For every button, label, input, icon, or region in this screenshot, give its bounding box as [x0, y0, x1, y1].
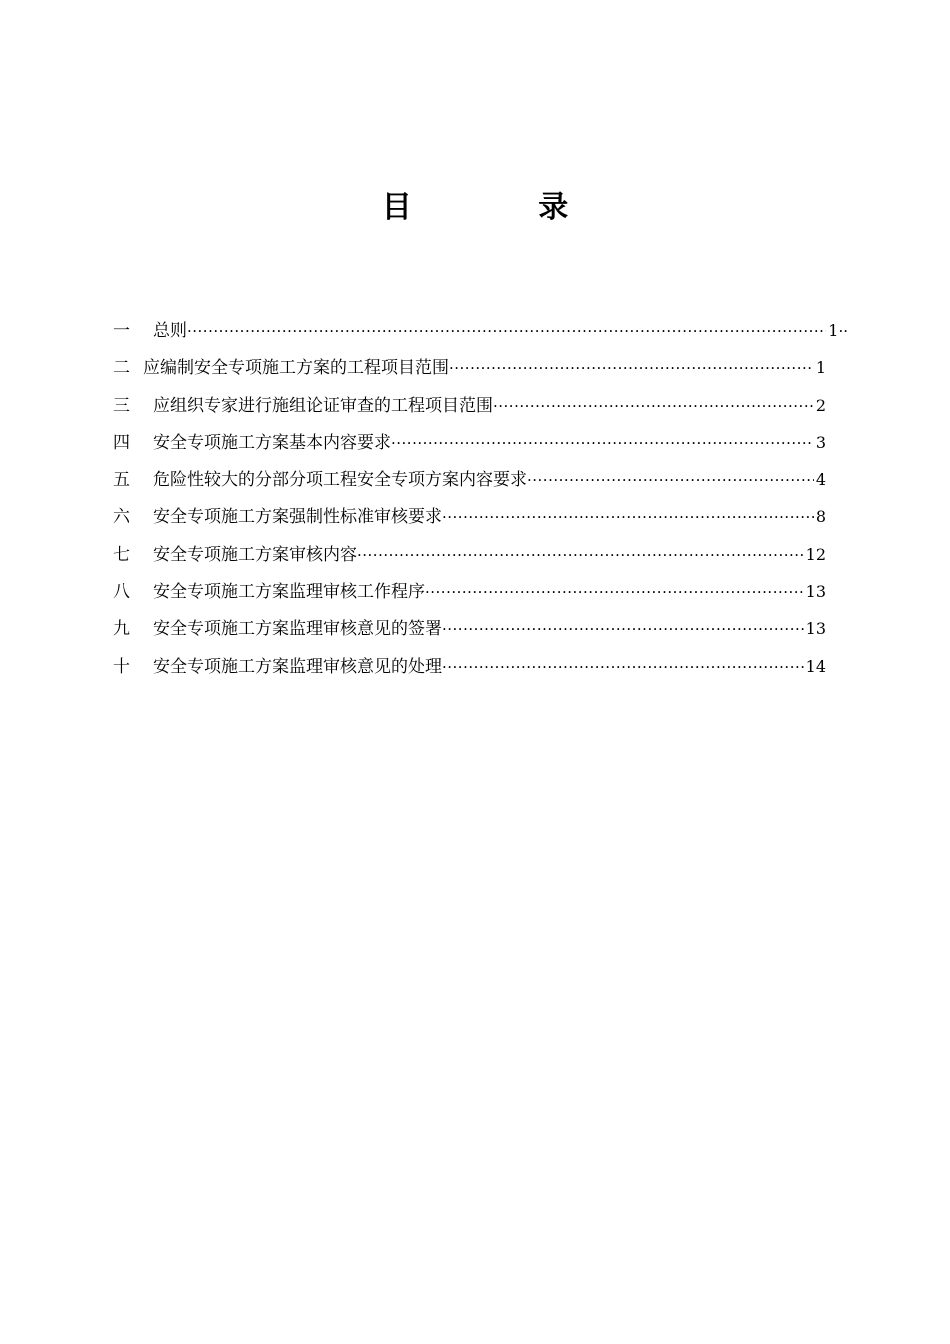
table-of-contents: [113, 316, 848, 689]
toc-entry-2[interactable]: [113, 353, 848, 390]
toc-entry-page: 1: [815, 358, 826, 378]
toc-entry-7[interactable]: [113, 540, 848, 577]
toc-entry-page: 13: [805, 619, 826, 639]
toc-entry-3[interactable]: [113, 391, 848, 428]
toc-dot-leader: [449, 353, 814, 383]
toc-dot-leader: [493, 391, 814, 421]
toc-entry-4[interactable]: [113, 428, 848, 465]
toc-entry-1[interactable]: [113, 316, 848, 353]
toc-dot-leader: [442, 652, 804, 682]
toc-dot-leader: [391, 428, 814, 458]
toc-dot-leader: [442, 502, 814, 532]
toc-entry-number: 十: [113, 656, 130, 677]
toc-dot-leader: [442, 614, 804, 644]
toc-entry-number: 一: [113, 321, 130, 341]
toc-dot-leader: [187, 316, 826, 346]
toc-entry-page: 12: [805, 544, 826, 564]
toc-entry-page: 1: [828, 321, 839, 340]
toc-entry-text: 安全专项施工方案审核内容: [153, 544, 357, 565]
toc-entry-text: 应编制安全专项施工方案的工程项目范围: [143, 358, 449, 379]
toc-entry-number: 六: [113, 507, 130, 528]
toc-entry-text: 总则: [153, 321, 187, 341]
toc-entry-text: 安全专项施工方案监理审核意见的签署: [153, 619, 442, 640]
toc-dot-leader: [425, 577, 804, 607]
toc-entry-9[interactable]: [113, 614, 848, 651]
toc-entry-page: 3: [815, 432, 826, 452]
toc-entry-number: 九: [113, 619, 130, 640]
toc-entry-page: 13: [805, 582, 826, 602]
toc-entry-text: 安全专项施工方案基本内容要求: [153, 432, 391, 453]
toc-entry-text: 应组织专家进行施组论证审查的工程项目范围: [153, 395, 493, 416]
toc-entry-number: 八: [113, 582, 130, 603]
toc-entry-10[interactable]: [113, 652, 848, 689]
toc-entry-5[interactable]: [113, 465, 848, 502]
toc-entry-number: 三: [113, 395, 130, 416]
toc-entry-page: 14: [805, 656, 826, 676]
toc-entry-number: 四: [113, 432, 130, 453]
toc-entry-text: 安全专项施工方案监理审核工作程序: [153, 582, 425, 603]
toc-entry-number: 五: [113, 470, 130, 491]
toc-title: 目 录: [381, 190, 627, 225]
toc-entry-text: 安全专项施工方案监理审核意见的处理: [153, 656, 442, 677]
toc-dot-leader-trail: [838, 316, 848, 346]
toc-entry-page: 2: [815, 395, 826, 415]
toc-entry-number: 二: [113, 358, 130, 379]
toc-entry-text: 安全专项施工方案强制性标准审核要求: [153, 507, 442, 528]
toc-dot-leader: [357, 540, 804, 570]
toc-entry-page: 4: [815, 470, 826, 490]
toc-entry-8[interactable]: [113, 577, 848, 614]
toc-entry-number: 七: [113, 544, 130, 565]
toc-entry-6[interactable]: [113, 502, 848, 539]
toc-entry-text: 危险性较大的分部分项工程安全专项方案内容要求: [153, 470, 527, 491]
toc-entry-page: 8: [815, 507, 826, 527]
toc-dot-leader: [527, 465, 814, 495]
